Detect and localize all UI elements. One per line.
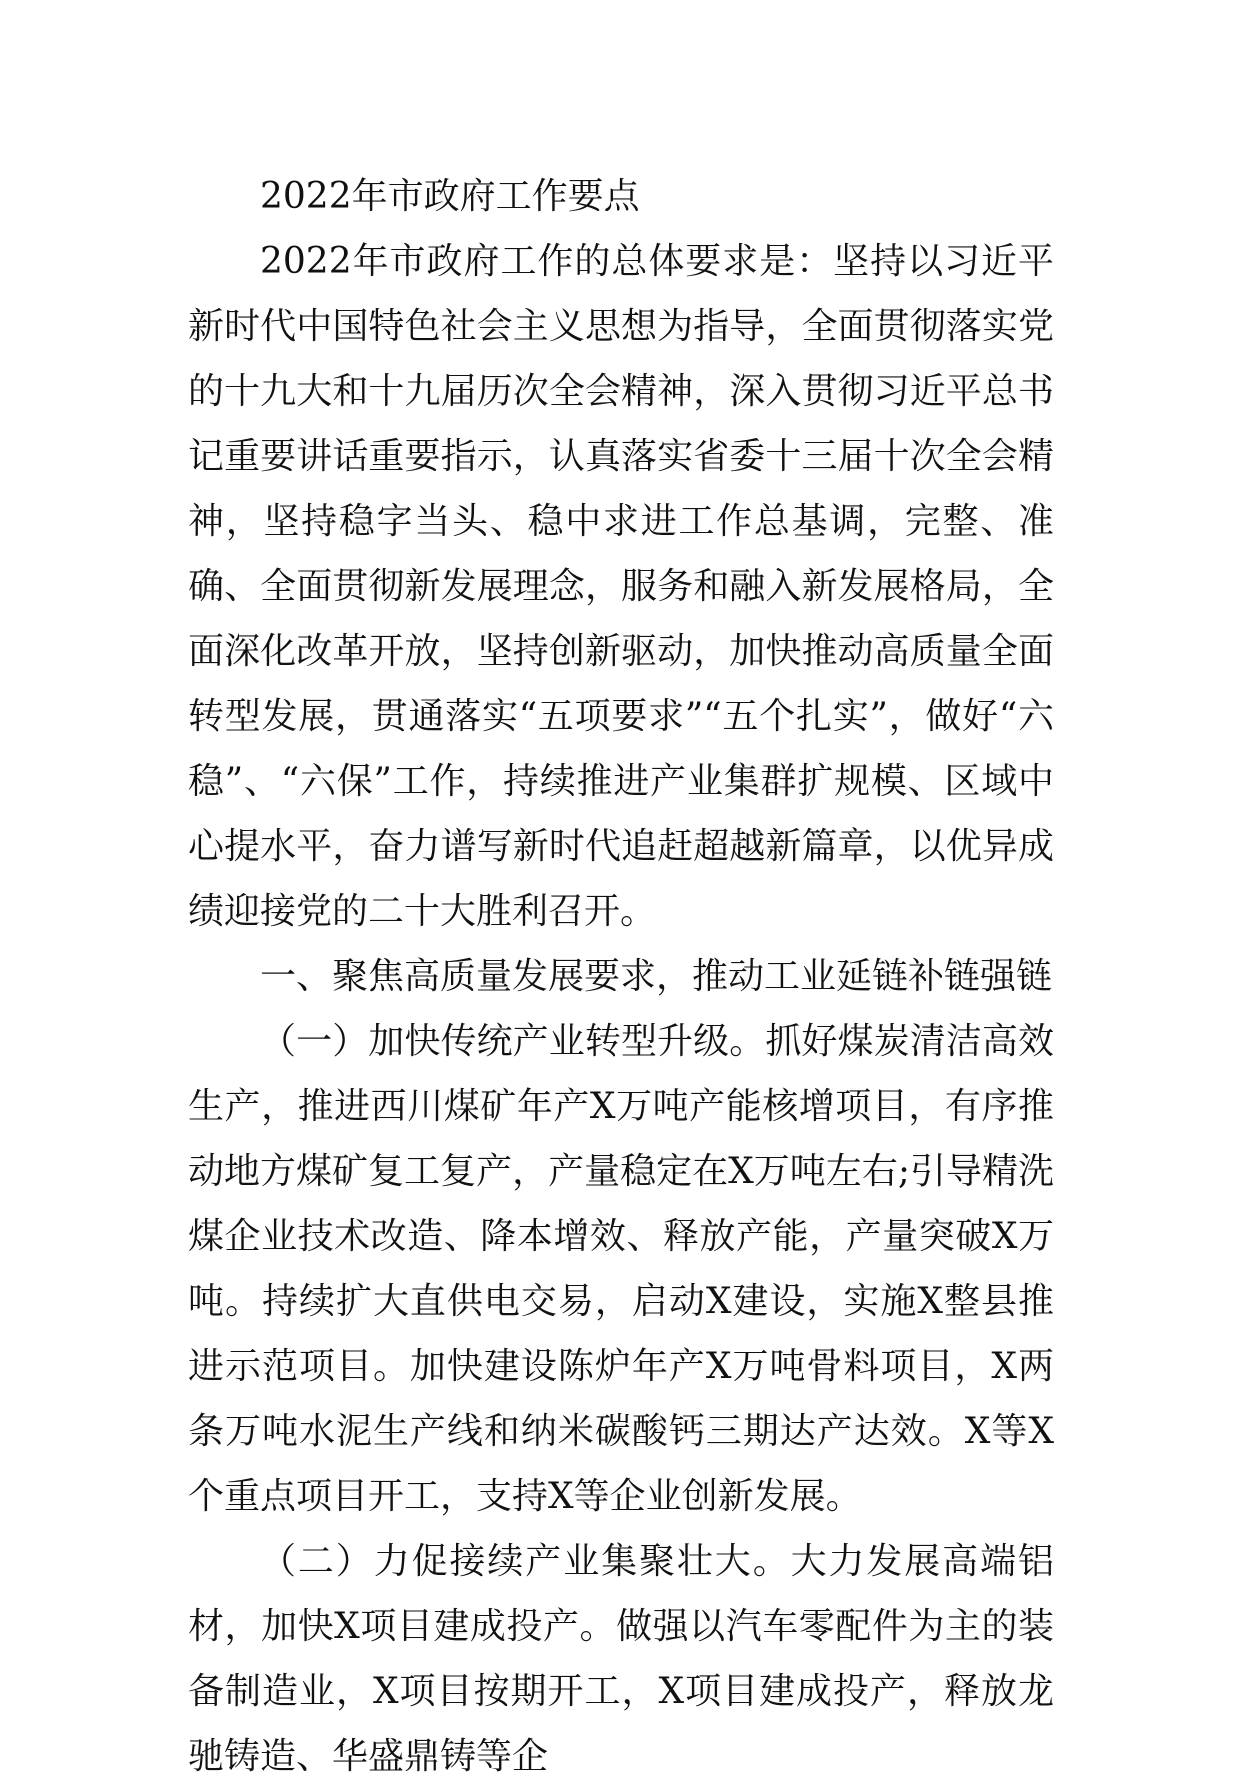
paragraph-traditional-industry: （一）加快传统产业转型升级。抓好煤炭清洁高效生产，推进西川煤矿年产X万吨产能核增项目，有序推动地方煤矿复工复产，产量稳定在X万吨左右;引导精洗煤企业技术改造、降本增效、释放产能，产量突破X万吨。持续扩大直供电交易，启动X建设，实施X整县推进示范项目。加快建设陈炉年产X万吨骨料项目，X两条万吨水泥生产线和纳米碳酸钙三期达产达效。X等X个重点项目开工，支持X等企业创新发展。: [188, 1021, 1054, 1517]
paragraph-successor-industry: （二）力促接续产业集聚壮大。大力发展高端铝材，加快X项目建成投产。做强以汽车零配件为主的装备制造业，X项目按期开工，X项目建成投产，释放龙驰铸造、华盛鼎铸等企: [188, 1541, 1054, 1777]
section-heading-1: 一、聚焦高质量发展要求，推动工业延链补链强链: [260, 956, 1053, 997]
document-title: 2022年市政府工作要点: [260, 176, 640, 217]
paragraph-general-requirements: 2022年市政府工作的总体要求是：坚持以习近平新时代中国特色社会主义思想为指导，全面贯彻落实党的十九大和十九届历次全会精神，深入贯彻习近平总书记重要讲话重要指示，认真落实省委十三届十次全会精神，坚持稳字当头、稳中求进工作总基调，完整、准确、全面贯彻新发展理念，服务和融入新发展格局，全面深化改革开放，坚持创新驱动，加快推动高质量全面转型发展，贯通落实“五项要求”“五个扎实”，做好“六稳”、“六保”工作，持续推进产业集群扩规模、区域中心提水平，奋力谱写新时代追赶超越新篇章，以优异成绩迎接党的二十大胜利召开。: [188, 241, 1054, 932]
document-body: [188, 164, 1054, 1789]
